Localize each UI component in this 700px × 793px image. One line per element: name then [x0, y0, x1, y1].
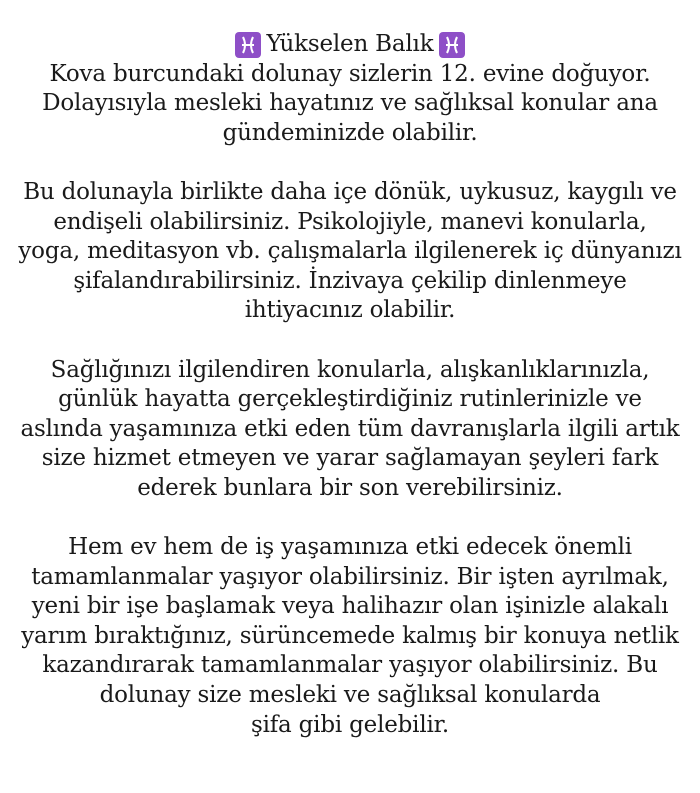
text-line: günlük hayatta gerçekleştirdiğiniz rutinlerinizle ve	[58, 386, 642, 413]
text-line: size hizmet etmeyen ve yarar sağlamayan şeyleri fark	[41, 445, 659, 472]
paragraph-gap	[0, 148, 700, 178]
text-line: Sağlığınızı ilgilendiren konularla, alışkanlıklarınızla,	[50, 356, 650, 383]
paragraph	[0, 178, 700, 326]
text-line: yeni bir işe başlamak veya halihazır olan işinizle alakalı	[31, 593, 669, 620]
title	[0, 30, 700, 60]
text-line: aslında yaşamınıza etki eden tüm davranışlarla ilgili artık	[20, 415, 680, 442]
text-line: şifalandırabilirsiniz. İnzivaya çekilip dinlenmeye	[73, 267, 627, 294]
text-line: gündeminizde olabilir.	[222, 119, 478, 146]
text-line: ihtiyacınız olabilir.	[244, 297, 456, 324]
pisces-icon	[235, 32, 261, 58]
text-line: endişeli olabilirsiniz. Psikolojiyle, manevi konularla,	[53, 208, 647, 235]
text-line: Bu dolunayla birlikte daha içe dönük, uykusuz, kaygılı ve	[23, 178, 677, 205]
paragraph	[0, 60, 700, 149]
text-line: şifa gibi gelebilir.	[250, 711, 450, 738]
text-line: yoga, meditasyon vb. çalışmalarla ilgilenerek iç dünyanızı	[18, 238, 682, 265]
text-line: yarım bıraktığınız, sürüncemede kalmış bir konuya netlik	[21, 622, 679, 649]
title-text: Yükselen Balık	[266, 31, 434, 57]
text-line: tamamlanmalar yaşıyor olabilirsiniz. Bir işten ayrılmak,	[31, 563, 669, 590]
text-line: Hem ev hem de iş yaşamınıza etki edecek önemli	[68, 534, 632, 561]
text-line: Kova burcundaki dolunay sizlerin 12. evine doğuyor.	[49, 60, 651, 87]
text-line: Dolayısıyla mesleki hayatınız ve sağlıksal konular ana	[42, 90, 658, 117]
paragraph-gap	[0, 504, 700, 534]
text-line: dolunay size mesleki ve sağlıksal konularda	[99, 682, 601, 709]
text-line: kazandırarak tamamlanmalar yaşıyor olabilirsiniz. Bu	[42, 652, 658, 679]
paragraph-gap	[0, 326, 700, 356]
paragraph	[0, 533, 700, 740]
paragraph	[0, 356, 700, 504]
text-line: ederek bunlara bir son verebilirsiniz.	[137, 474, 563, 501]
horoscope-document	[0, 30, 700, 740]
pisces-icon	[439, 32, 465, 58]
